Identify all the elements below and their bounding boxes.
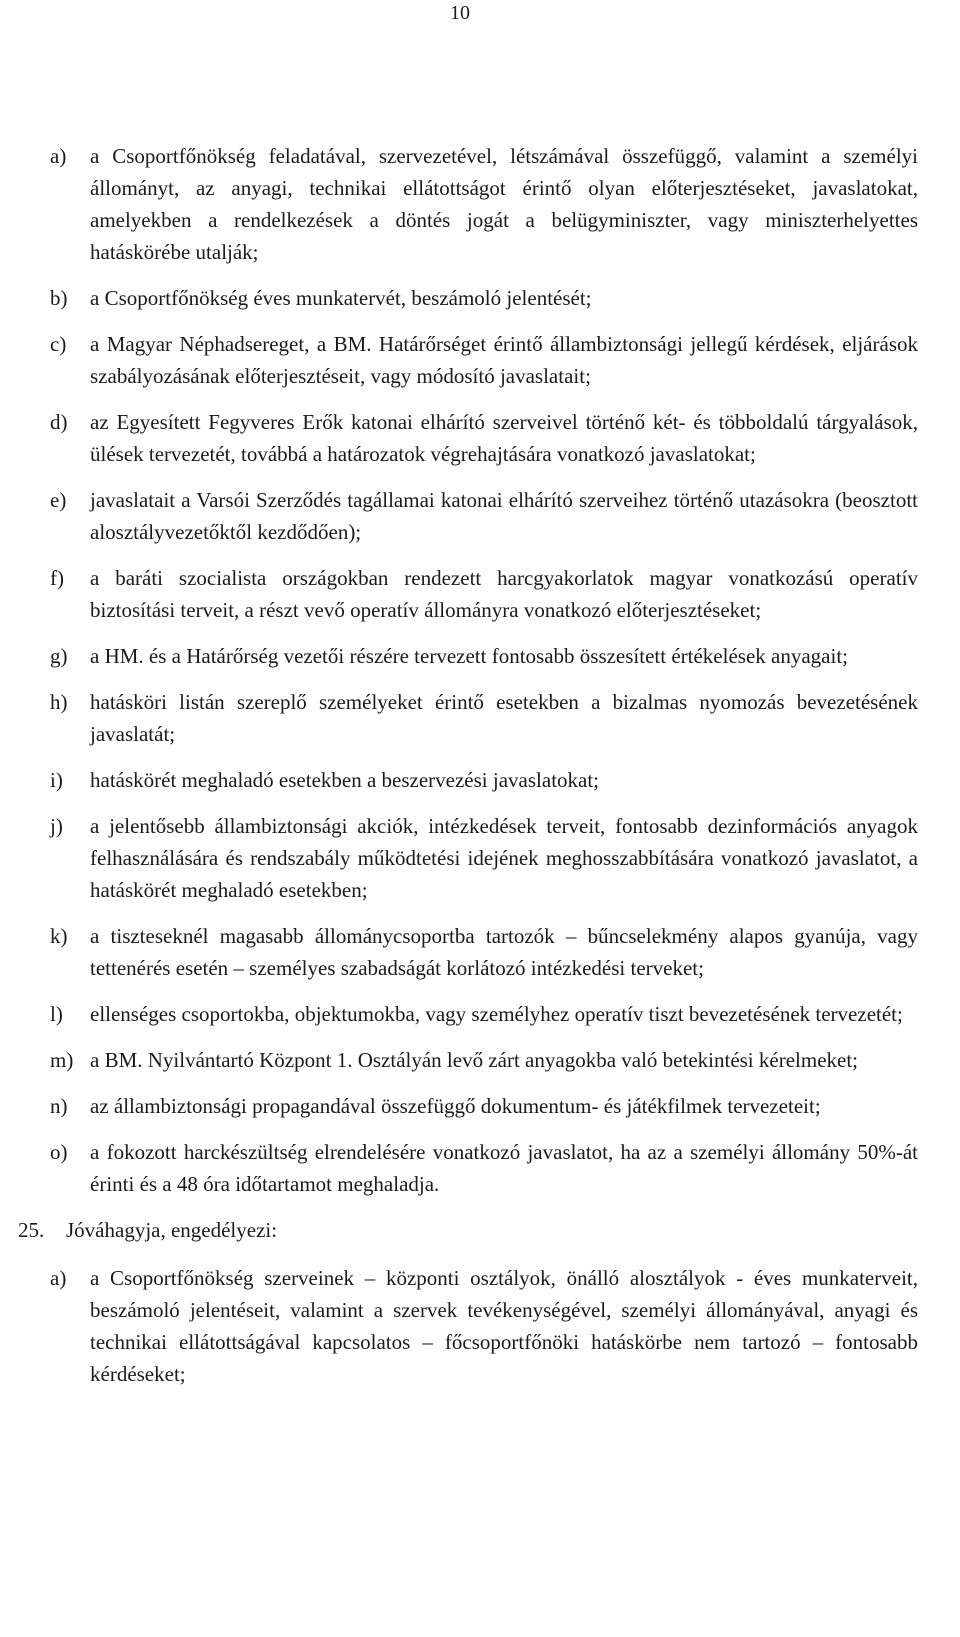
list-item-label: e) [50, 488, 67, 512]
list-item-label: g) [50, 644, 68, 668]
list-item-text: az Egyesített Fegyveres Erők katonai elhárító szerveivel történő két- és többoldalú tárgyalások, ülések tervezetét, továbbá a határozatok végrehajtására vonatkozó javaslatokat; [90, 410, 918, 466]
list-item-label: j) [50, 814, 63, 838]
list-item-label: b) [50, 286, 68, 310]
section-title: Jóváhagyja, engedélyezi: [66, 1218, 278, 1242]
list-item-label: i) [50, 768, 63, 792]
list-item-text: a fokozott harckészültség elrendelésére vonatkozó javaslatot, ha az a személyi állomány 50%-át érinti és a 48 óra időtartamot meghaladja. [90, 1140, 918, 1196]
list-item-text: a BM. Nyilvántartó Központ 1. Osztályán levő zárt anyagokba való betekintési kérelmeket; [90, 1048, 859, 1072]
section-number: 25. [18, 1218, 45, 1242]
list-item-l [50, 998, 918, 1030]
list-item-text: a Magyar Néphadsereget, a BM. Határőrséget érintő állambiztonsági jellegű kérdések, eljárások szabályozásának előterjesztéseit, vagy módosító javaslatait; [90, 332, 918, 388]
list-item-m [50, 1044, 918, 1076]
list-item-label: a) [50, 144, 67, 168]
list-item-n [50, 1090, 918, 1122]
document-body [0, 140, 960, 1404]
list-item-label: c) [50, 332, 67, 356]
list-item-a [50, 140, 918, 268]
list-item-a [50, 1262, 918, 1390]
list-item-i [50, 764, 918, 796]
list-item-label: a) [50, 1266, 67, 1290]
list-item-text: hatáskörét meghaladó esetekben a beszervezési javaslatokat; [90, 768, 600, 792]
page-number: 10 [450, 2, 470, 24]
list-item-g [50, 640, 918, 672]
list-item-text: a Csoportfőnökség feladatával, szervezetével, létszámával összefüggő, valamint a személyi állományt, az anyagi, technikai ellátottságot érintő olyan előterjesztéseket, javaslatokat, amelyekben a rendelkezések a döntés jogát a belügyminiszter, vagy miniszterhelyettes hatáskörébe utalják; [90, 144, 918, 264]
list-item-text: a HM. és a Határőrség vezetői részére tervezett fontosabb összesített értékelések anyagait; [90, 644, 848, 668]
list-item-c [50, 328, 918, 392]
list-item-label: o) [50, 1140, 68, 1164]
list-item-text: a Csoportfőnökség szerveinek – központi osztályok, önálló alosztályok - éves munkaterveit, beszámoló jelentéseit, valamint a szervek tevékenységével, személyi állományával, anyagi és technikai ellátottságával kapcsolatos – főcsoportfőnöki hatáskörbe nem tartozó – fontosabb kérdéseket; [90, 1266, 918, 1386]
list-item-label: m) [50, 1048, 74, 1072]
list-item-text: a tiszteseknél magasabb állománycsoportba tartozók – bűncselekmény alapos gyanúja, vagy tettenérés esetén – személyes szabadságát korlátozó intézkedési terveket; [90, 924, 918, 980]
list-item-text: javaslatait a Varsói Szerződés tagállamai katonai elhárító szerveihez történő utazásokra (beosztott alosztályvezetőktől kezdődően); [90, 488, 918, 544]
list-item-text: ellenséges csoportokba, objektumokba, vagy személyhez operatív tiszt bevezetésének tervezetét; [90, 1002, 903, 1026]
list-item-d [50, 406, 918, 470]
list-item-text: a jelentősebb állambiztonsági akciók, intézkedések terveit, fontosabb dezinformációs anyagok felhasználására és rendszabály működtetési idejének meghosszabbítására vonatkozó javaslatot, a hatáskörét meghaladó esetekben; [90, 814, 918, 902]
list-item-label: d) [50, 410, 68, 434]
list-item-label: n) [50, 1094, 68, 1118]
list-item-j [50, 810, 918, 906]
list-item-o [50, 1136, 918, 1200]
list-item-text: az állambiztonsági propagandával összefüggő dokumentum- és játékfilmek tervezeteit; [90, 1094, 821, 1118]
list-item-label: k) [50, 924, 68, 948]
section-heading [18, 1214, 918, 1246]
list-item-text: a Csoportfőnökség éves munkatervét, beszámoló jelentését; [90, 286, 592, 310]
list-item-b [50, 282, 918, 314]
list-item-e [50, 484, 918, 548]
list-item-label: f) [50, 566, 64, 590]
list-item-f [50, 562, 918, 626]
list-item-label: h) [50, 690, 68, 714]
list-item-h [50, 686, 918, 750]
list-group-2 [0, 1262, 960, 1390]
list-item-label: l) [50, 1002, 63, 1026]
list-item-text: hatásköri listán szereplő személyeket érintő esetekben a bizalmas nyomozás bevezetésének javaslatát; [90, 690, 918, 746]
list-item-text: a baráti szocialista országokban rendezett harcgyakorlatok magyar vonatkozású operatív biztosítási terveit, a részt vevő operatív állományra vonatkozó előterjesztéseket; [90, 566, 918, 622]
list-group-1 [0, 140, 960, 1200]
list-item-k [50, 920, 918, 984]
